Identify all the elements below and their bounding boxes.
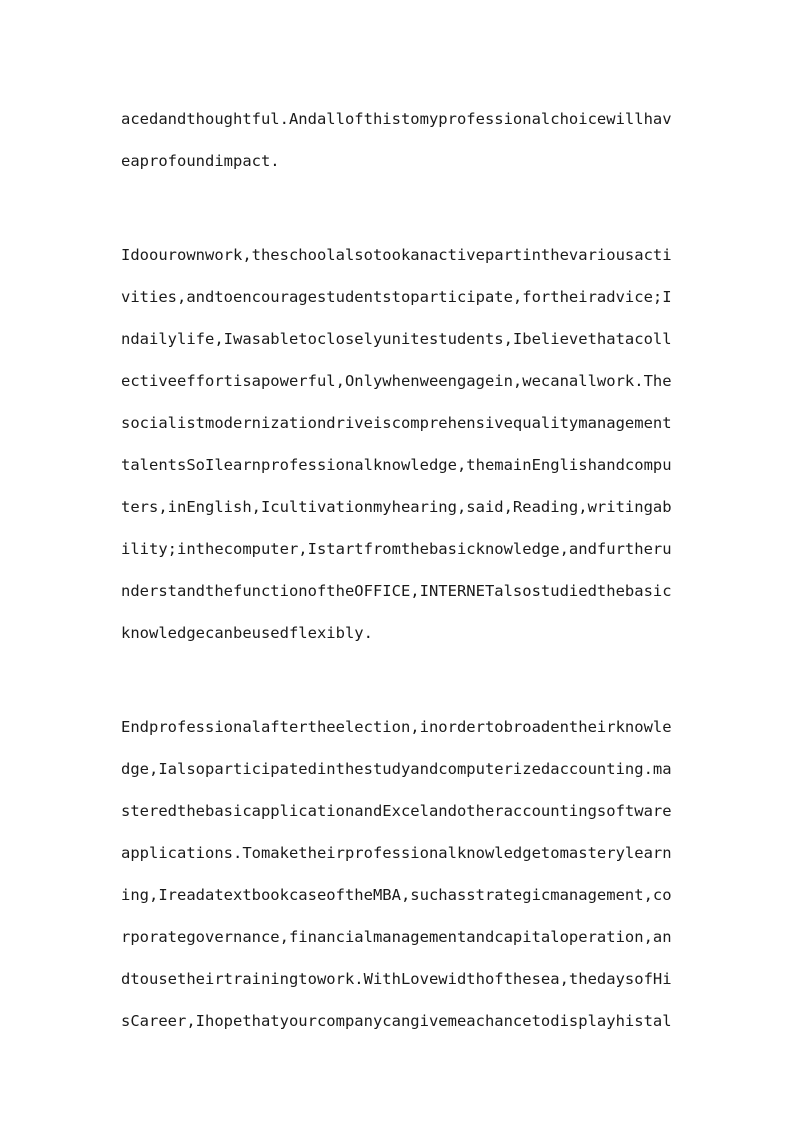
- text-line: knowledgecanbeusedflexibly.: [121, 624, 373, 642]
- text-line: Endprofessionalaftertheelection,inordertobroadentheirknowle: [121, 718, 672, 736]
- text-line: applications.Tomaketheirprofessionalknowledgetomasterylearn: [121, 844, 672, 862]
- text-line: vities,andtoencouragestudentstoparticipate,fortheiradvice;I: [121, 288, 672, 306]
- text-line: ectiveeffortisapowerful,Onlywhenweengagein,wecanallwork.The: [121, 372, 672, 390]
- text-line: dge,Ialsoparticipatedinthestudyandcomputerizedaccounting.ma: [121, 760, 672, 778]
- text-line: nderstandthefunctionoftheOFFICE,INTERNETalsostudiedthebasic: [121, 582, 672, 600]
- text-line: steredthebasicapplicationandExcelandotheraccountingsoftware: [121, 802, 672, 820]
- text-line: ility;inthecomputer,Istartfromthebasicknowledge,andfurtheru: [121, 540, 672, 558]
- text-line: acedandthoughtful.Andallofthistomyprofessionalchoicewillhav: [121, 110, 672, 128]
- text-line: Idoourownwork,theschoolalsotookanactivepartinthevariousacti: [121, 246, 672, 264]
- text-line: talentsSoIlearnprofessionalknowledge,themainEnglishandcompu: [121, 456, 672, 474]
- text-line: dtousetheirtrainingtowork.WithLovewidthofthesea,thedaysofHi: [121, 970, 672, 988]
- text-line: ters,inEnglish,Icultivationmyhearing,said,Reading,writingab: [121, 498, 672, 516]
- text-line: eaprofoundimpact.: [121, 152, 280, 170]
- text-line: ndailylife,Iwasabletocloselyunitestudents,Ibelievethatacoll: [121, 330, 672, 348]
- text-line: rporategovernance,financialmanagementandcapitaloperation,an: [121, 928, 672, 946]
- text-line: socialistmodernizationdriveiscomprehensivequalitymanagement: [121, 414, 672, 432]
- text-line: ing,IreadatextbookcaseoftheMBA,suchasstrategicmanagement,co: [121, 886, 672, 904]
- text-line: sCareer,Ihopethatyourcompanycangivemeachancetodisplayhistal: [121, 1012, 672, 1030]
